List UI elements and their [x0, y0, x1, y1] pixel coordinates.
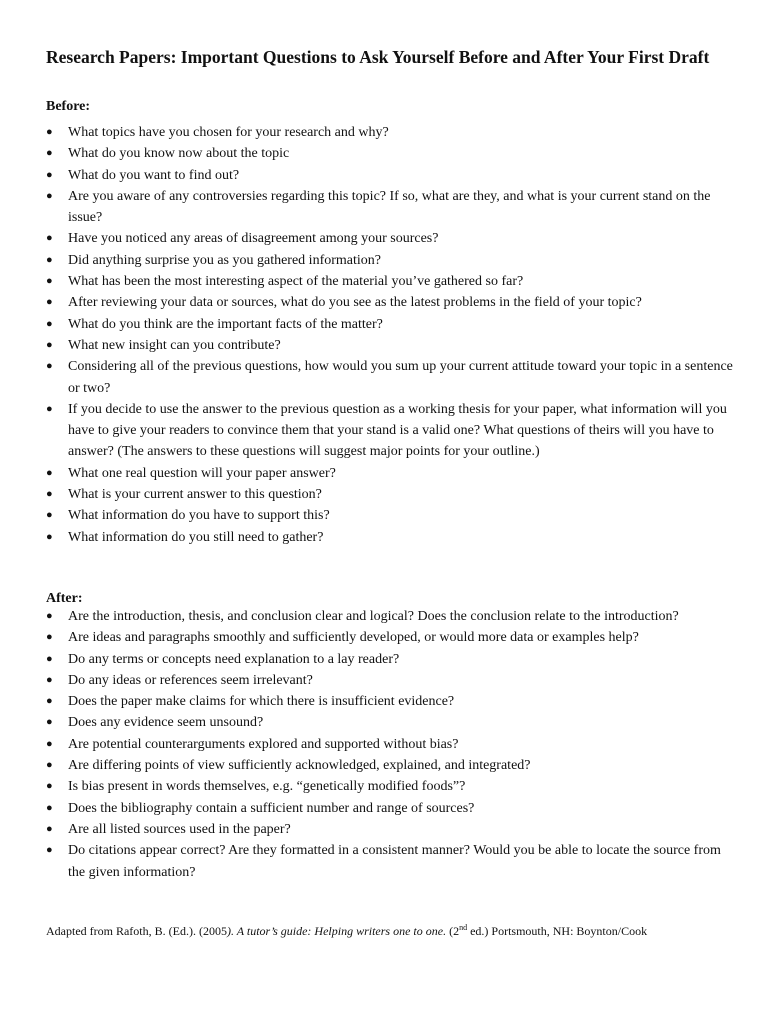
list-item-text: Is bias present in words themselves, e.g. “genetically modified foods”? — [68, 779, 466, 795]
list-item-text: Did anything surprise you as you gathered information? — [68, 252, 381, 268]
bullet-icon: ● — [46, 822, 53, 835]
after-heading: After: — [46, 591, 83, 606]
list-item-text: Do any ideas or references seem irrelevant? — [68, 672, 313, 688]
bullet-icon: ● — [46, 631, 53, 644]
list-item — [46, 606, 736, 627]
list-item — [46, 250, 736, 271]
bullet-icon: ● — [46, 844, 53, 857]
list-item-text: Are all listed sources used in the paper? — [68, 821, 291, 837]
list-item — [46, 165, 736, 186]
list-item — [46, 356, 736, 399]
list-item-text: What information do you have to support this? — [68, 508, 330, 524]
source-citation — [46, 922, 746, 940]
bullet-icon: ● — [46, 652, 53, 665]
bullet-icon: ● — [46, 673, 53, 686]
list-item — [46, 819, 736, 840]
list-item — [46, 292, 736, 313]
before-question-list — [46, 122, 736, 548]
list-item — [46, 755, 736, 776]
bullet-icon: ● — [46, 232, 53, 245]
page-title: Research Papers: Important Questions to Ask Yourself Before and After Your First Draft — [46, 47, 710, 67]
citation-prefix: Adapted from Rafoth, B. (Ed.). (2005 — [46, 924, 227, 938]
bullet-icon: ● — [46, 360, 53, 373]
list-item — [46, 527, 736, 548]
list-item-text: What information do you still need to gather? — [68, 529, 324, 545]
list-item — [46, 691, 736, 712]
bullet-icon: ● — [46, 716, 53, 729]
bullet-icon: ● — [46, 402, 53, 415]
list-item-text: What do you think are the important facts of the matter? — [68, 316, 383, 332]
bullet-icon: ● — [46, 275, 53, 288]
list-item — [46, 314, 736, 335]
bullet-icon: ● — [46, 317, 53, 330]
list-item — [46, 840, 736, 883]
list-item-text: Are you aware of any controversies regarding this topic? If so, what are they, and what is your current stand on the issue? — [68, 188, 711, 226]
bullet-icon: ● — [46, 168, 53, 181]
list-item — [46, 228, 736, 249]
bullet-icon: ● — [46, 530, 53, 543]
list-item-text: What new insight can you contribute? — [68, 337, 281, 353]
bullet-icon: ● — [46, 189, 53, 202]
citation-suffix: ed.) Portsmouth, NH: Boynton/Cook — [467, 924, 648, 938]
bullet-icon: ● — [46, 509, 53, 522]
bullet-icon: ● — [46, 737, 53, 750]
list-item — [46, 122, 736, 143]
list-item-text: Are differing points of view sufficiently acknowledged, explained, and integrated? — [68, 758, 531, 774]
list-item-text: Considering all of the previous questions, how would you sum up your current attitude toward your topic in a sentence or two? — [68, 359, 733, 396]
list-item-text: What has been the most interesting aspect of the material you’ve gathered so far? — [68, 274, 524, 290]
list-item — [46, 463, 736, 484]
list-item-text: Do citations appear correct? Are they formatted in a consistent manner? Would you be able to locate the source from the given information? — [68, 843, 721, 880]
list-item-text: Have you noticed any areas of disagreement among your sources? — [68, 231, 439, 247]
list-item — [46, 335, 736, 356]
list-item-text: Are ideas and paragraphs smoothly and sufficiently developed, or would more data or examples help? — [68, 630, 639, 646]
list-item — [46, 505, 736, 526]
bullet-icon: ● — [46, 488, 53, 501]
list-item — [46, 776, 736, 797]
list-item — [46, 670, 736, 691]
list-item-text: What topics have you chosen for your research and why? — [68, 125, 389, 140]
list-item-text: Are the introduction, thesis, and conclusion clear and logical? Does the conclusion relate to the introduction? — [68, 609, 679, 624]
list-item-text: After reviewing your data or sources, what do you see as the latest problems in the field of your topic? — [68, 295, 642, 311]
list-item — [46, 399, 736, 463]
bullet-icon: ● — [46, 126, 53, 138]
after-question-list — [46, 606, 736, 883]
bullet-icon: ● — [46, 296, 53, 309]
list-item-text: Does the bibliography contain a sufficient number and range of sources? — [68, 800, 475, 816]
citation-edition-open: (2 — [446, 924, 460, 938]
list-item-text: What do you want to find out? — [68, 167, 240, 183]
list-item — [46, 484, 736, 505]
bullet-icon: ● — [46, 759, 53, 772]
bullet-icon: ● — [46, 610, 53, 622]
list-item-text: What is your current answer to this question? — [68, 487, 322, 503]
list-item-text: Does the paper make claims for which there is insufficient evidence? — [68, 694, 455, 710]
list-item-text: Does any evidence seem unsound? — [68, 715, 264, 731]
list-item — [46, 649, 736, 670]
list-item — [46, 627, 736, 648]
list-item-text: What one real question will your paper answer? — [68, 465, 336, 481]
list-item — [46, 734, 736, 755]
bullet-icon: ● — [46, 695, 53, 708]
before-heading: Before: — [46, 99, 91, 114]
bullet-icon: ● — [46, 338, 53, 351]
citation-edition-superscript: nd — [459, 923, 468, 932]
list-item — [46, 186, 736, 229]
list-item-text: Are potential counterarguments explored and supported without bias? — [68, 736, 459, 752]
citation-book-title: ). A tutor’s guide: Helping writers one to one. — [226, 924, 447, 938]
list-item — [46, 798, 736, 819]
bullet-icon: ● — [46, 466, 53, 479]
bullet-icon: ● — [46, 253, 53, 266]
bullet-icon: ● — [46, 801, 53, 814]
list-item-text: What do you know now about the topic — [68, 146, 290, 162]
list-item — [46, 712, 736, 733]
list-item-text: Do any terms or concepts need explanation to a lay reader? — [68, 651, 400, 667]
list-item — [46, 271, 736, 292]
list-item-text: If you decide to use the answer to the previous question as a working thesis for your paper, what information will you have to give your readers to convince them that your stand is a valid one? What questions of theirs will you have to answer? (The answers to these questions will suggest major points for your outline.) — [68, 401, 727, 460]
bullet-icon: ● — [46, 147, 53, 160]
bullet-icon: ● — [46, 780, 53, 793]
list-item — [46, 143, 736, 164]
